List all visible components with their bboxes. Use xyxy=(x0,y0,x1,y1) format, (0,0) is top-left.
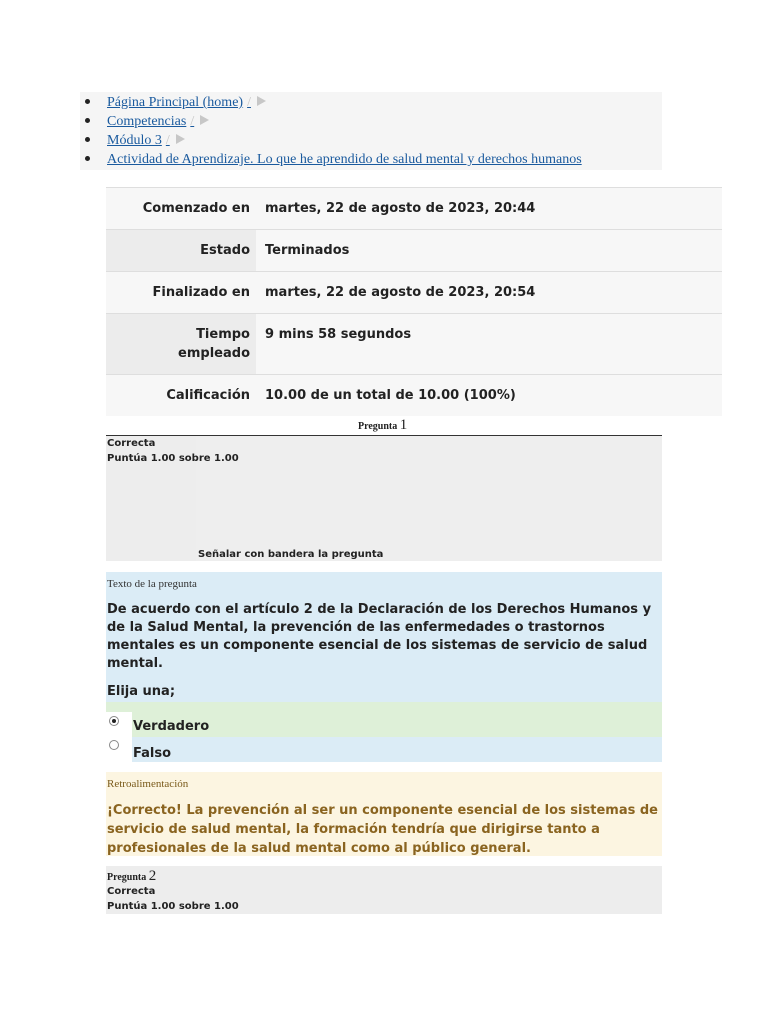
question-text-label: Texto de la pregunta xyxy=(107,578,197,590)
answer-label: Falso xyxy=(133,746,172,761)
summary-value: martes, 22 de agosto de 2023, 20:44 xyxy=(265,201,536,216)
question-info xyxy=(106,436,662,561)
answer-option-true[interactable] xyxy=(106,702,662,737)
summary-value: Terminados xyxy=(265,243,350,258)
breadcrumb-link-actividad[interactable]: Actividad de Aprendizaje. Lo que he aprendido de salud mental y derechos humanos xyxy=(107,152,582,167)
radio-wrapper xyxy=(106,736,132,762)
arrow-right-icon xyxy=(257,96,266,106)
summary-label-line1: Tiempo xyxy=(196,327,250,342)
breadcrumb-link-home[interactable]: Página Principal (home) xyxy=(107,95,244,110)
feedback-label: Retroalimentación xyxy=(107,778,189,790)
answer-label: Verdadero xyxy=(133,719,210,734)
summary-value: 10.00 de un total de 10.00 (100%) xyxy=(265,388,516,403)
radio-button-checked[interactable] xyxy=(109,716,119,726)
summary-row-state xyxy=(106,229,722,271)
answer-prompt: Elija una; xyxy=(107,684,176,699)
summary-label xyxy=(108,325,250,363)
breadcrumb-separator: / xyxy=(190,114,195,129)
arrow-right-icon xyxy=(176,134,185,144)
breadcrumb xyxy=(80,92,662,170)
question-number-value: 2 xyxy=(148,868,157,884)
question-text: De acuerdo con el artículo 2 de la Declaración de los Derechos Humanos y de la Salud Mental, la prevención de las enfermedades o trastornos mentales es un componente esencial de los sistemas de servicio de salud mental. xyxy=(107,602,652,671)
radio-wrapper xyxy=(106,712,132,738)
info-panel xyxy=(196,436,662,561)
attempt-summary-table xyxy=(106,187,722,416)
summary-label: Calificación xyxy=(166,388,250,403)
summary-row-finished xyxy=(106,271,722,313)
question-number xyxy=(107,868,156,885)
question-formulation xyxy=(106,572,662,762)
question-label: Pregunta xyxy=(358,421,398,432)
breadcrumb-link-modulo[interactable]: Módulo 3 xyxy=(107,133,162,148)
summary-label: Comenzado en xyxy=(142,201,250,216)
question-2-info xyxy=(106,866,662,914)
summary-row-time-taken xyxy=(106,313,722,374)
summary-label: Estado xyxy=(200,243,250,258)
bullet-icon xyxy=(85,156,90,161)
breadcrumb-separator: / xyxy=(247,95,251,110)
bullet-icon xyxy=(85,99,90,104)
question-grade: Puntúa 1.00 sobre 1.00 xyxy=(107,453,239,464)
bullet-icon xyxy=(85,118,90,123)
question-number-value: 1 xyxy=(399,417,408,433)
summary-label-line2: empleado xyxy=(178,346,250,361)
question-state: Correcta xyxy=(107,886,156,897)
summary-label: Finalizado en xyxy=(152,285,250,300)
breadcrumb-separator: / xyxy=(165,133,170,148)
feedback-text: ¡Correcto! La prevención al ser un componente esencial de los sistemas de servicio de salud mental, la formación tendría que dirigirse tanto a profesionales de la salud mental como al público general. xyxy=(107,803,658,856)
summary-row-started xyxy=(106,187,722,229)
question-label: Pregunta xyxy=(107,872,147,883)
summary-value: martes, 22 de agosto de 2023, 20:54 xyxy=(265,285,536,300)
value-cell-bg xyxy=(256,314,722,374)
question-grade: Puntúa 1.00 sobre 1.00 xyxy=(107,901,239,912)
bullet-icon xyxy=(85,137,90,142)
radio-button[interactable] xyxy=(109,740,119,750)
question-number xyxy=(358,417,407,434)
radio-dot-icon xyxy=(112,719,116,723)
flag-question-link[interactable]: Señalar con bandera la pregunta xyxy=(198,549,384,560)
arrow-right-icon xyxy=(200,115,209,125)
question-state: Correcta xyxy=(107,438,156,449)
breadcrumb-link-competencias[interactable]: Competencias xyxy=(107,114,187,129)
summary-row-grade xyxy=(106,374,722,416)
feedback-box xyxy=(106,772,662,856)
summary-value: 9 mins 58 segundos xyxy=(265,327,412,342)
